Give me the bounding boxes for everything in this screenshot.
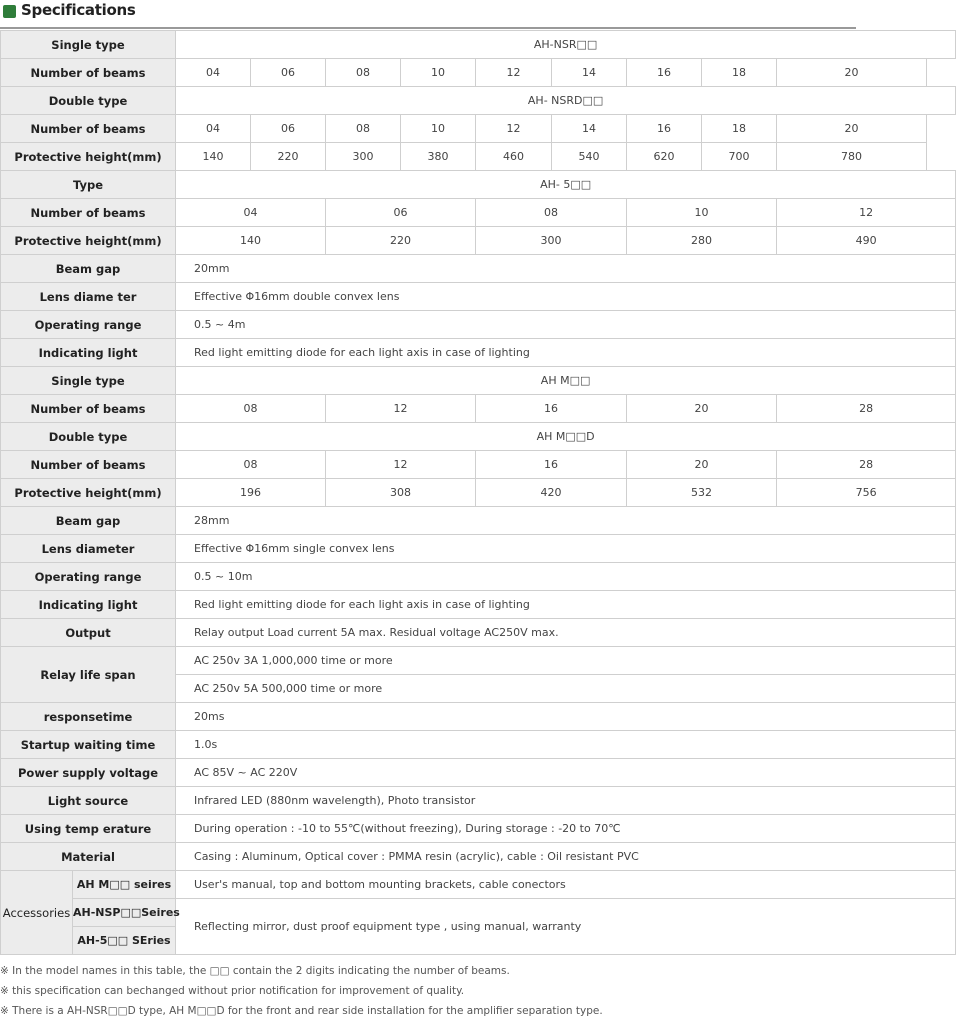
row-label: Lens diame ter (1, 283, 176, 311)
nsr-height-row (1, 143, 956, 171)
s5-range-row (1, 311, 956, 339)
s5-height-row (1, 227, 956, 255)
row-value: Effective Φ16mm double convex lens (176, 283, 956, 311)
m-double-beams-row (1, 451, 956, 479)
row-label: Using temp erature (1, 815, 176, 843)
sub-label: AH M□□ seires (73, 871, 176, 899)
output-row (1, 619, 956, 647)
row-value: AC 250v 3A 1,000,000 time or more (176, 647, 956, 675)
beam-cell: 28 (777, 451, 956, 479)
row-label: Single type (1, 31, 176, 59)
beam-cell: 16 (476, 451, 627, 479)
beam-cell: 16 (627, 115, 702, 143)
row-value: 28mm (176, 507, 956, 535)
beam-cell: 08 (476, 199, 627, 227)
row-label: Number of beams (1, 199, 176, 227)
accessories-row-2 (1, 899, 956, 927)
beam-cell: 10 (401, 115, 476, 143)
row-value: Infrared LED (880nm wavelength), Photo transistor (176, 787, 956, 815)
height-cell: 140 (176, 143, 251, 171)
m-double-row (1, 423, 956, 451)
beam-cell: 06 (251, 115, 326, 143)
beam-cell: 10 (401, 59, 476, 87)
row-value: 0.5 ~ 4m (176, 311, 956, 339)
row-label: Beam gap (1, 255, 176, 283)
sub-label: AH-5□□ SEries (73, 927, 176, 955)
height-cell: 490 (777, 227, 956, 255)
row-label: Indicating light (1, 339, 176, 367)
height-cell: 756 (777, 479, 956, 507)
height-cell: 280 (627, 227, 777, 255)
row-value: Relay output Load current 5A max. Residual voltage AC250V max. (176, 619, 956, 647)
footnotes (0, 961, 856, 1021)
row-label: Lens diameter (1, 535, 176, 563)
nsr-beams-row (1, 59, 956, 87)
row-label: Beam gap (1, 507, 176, 535)
beam-cell: 14 (552, 115, 627, 143)
beam-cell: 16 (476, 395, 627, 423)
beam-cell: 14 (552, 59, 627, 87)
footnote: ※ this specification can bechanged without prior notification for improvement of quality. (0, 985, 465, 997)
height-cell: 620 (627, 143, 702, 171)
s5-lens-row (1, 283, 956, 311)
row-label: Output (1, 619, 176, 647)
row-value: Red light emitting diode for each light axis in case of lighting (176, 339, 956, 367)
height-cell: 308 (326, 479, 476, 507)
height-cell: 220 (251, 143, 326, 171)
row-value: 1.0s (176, 731, 956, 759)
startup-row (1, 731, 956, 759)
m-single-beams-row (1, 395, 956, 423)
beam-cell: 18 (702, 59, 777, 87)
row-value: Red light emitting diode for each light axis in case of lighting (176, 591, 956, 619)
row-label: Double type (1, 87, 176, 115)
height-cell: 780 (777, 143, 927, 171)
row-label: Protective height(mm) (1, 143, 176, 171)
beam-cell: 10 (627, 199, 777, 227)
height-cell: 380 (401, 143, 476, 171)
row-value: 20mm (176, 255, 956, 283)
row-value: Casing : Aluminum, Optical cover : PMMA resin (acrylic), cable : Oil resistant PVC (176, 843, 956, 871)
s5-beams-row (1, 199, 956, 227)
beam-cell: 18 (702, 115, 777, 143)
row-label: Protective height(mm) (1, 227, 176, 255)
m-gap-row (1, 507, 956, 535)
row-label: Type (1, 171, 176, 199)
beam-cell: 08 (326, 59, 401, 87)
row-label: Number of beams (1, 451, 176, 479)
beam-cell: 20 (777, 59, 927, 87)
section-title: Specifications (21, 1, 136, 19)
footnote: ※ In the model names in this table, the □□ contain the 2 digits indicating the number of beams. (0, 965, 510, 977)
beam-cell: 12 (476, 115, 552, 143)
row-label: Accessories (1, 871, 73, 955)
row-label: Operating range (1, 311, 176, 339)
s5-type-row (1, 171, 956, 199)
row-label: Power supply voltage (1, 759, 176, 787)
accessories-row-1 (1, 871, 956, 899)
model-name: AH- 5□□ (176, 171, 956, 199)
section-bullet-icon (3, 5, 16, 18)
response-row (1, 703, 956, 731)
height-cell: 140 (176, 227, 326, 255)
row-value: 20ms (176, 703, 956, 731)
section-header (0, 0, 856, 28)
nsr-single-row (1, 31, 956, 59)
row-value: Effective Φ16mm single convex lens (176, 535, 956, 563)
row-label: Single type (1, 367, 176, 395)
row-label: Startup waiting time (1, 731, 176, 759)
power-row (1, 759, 956, 787)
height-cell: 700 (702, 143, 777, 171)
m-single-row (1, 367, 956, 395)
temp-row (1, 815, 956, 843)
m-height-row (1, 479, 956, 507)
row-label: Number of beams (1, 115, 176, 143)
row-label: Number of beams (1, 59, 176, 87)
m-lens-row (1, 535, 956, 563)
row-label: responsetime (1, 703, 176, 731)
row-label: Material (1, 843, 176, 871)
row-label: Double type (1, 423, 176, 451)
row-value: AC 250v 5A 500,000 time or more (176, 675, 956, 703)
s5-light-row (1, 339, 956, 367)
beam-cell: 06 (251, 59, 326, 87)
row-label: Operating range (1, 563, 176, 591)
row-label: Light source (1, 787, 176, 815)
model-name: AH M□□D (176, 423, 956, 451)
specifications-table (0, 30, 956, 955)
beam-cell: 08 (176, 451, 326, 479)
row-label: Number of beams (1, 395, 176, 423)
beam-cell: 20 (627, 395, 777, 423)
beam-cell: 16 (627, 59, 702, 87)
row-value: Reflecting mirror, dust proof equipment type , using manual, warranty (176, 899, 956, 955)
row-value: 0.5 ~ 10m (176, 563, 956, 591)
footnote: ※ There is a AH-NSR□□D type, AH M□□D for the front and rear side installation for the amplifier separation type. (0, 1005, 603, 1017)
height-cell: 196 (176, 479, 326, 507)
nsr-double-beams-row (1, 115, 956, 143)
source-row (1, 787, 956, 815)
nsr-double-row (1, 87, 956, 115)
header-divider (0, 27, 856, 29)
row-value: AC 85V ~ AC 220V (176, 759, 956, 787)
height-cell: 300 (476, 227, 627, 255)
height-cell: 220 (326, 227, 476, 255)
beam-cell: 28 (777, 395, 956, 423)
relay-row-1 (1, 647, 956, 675)
material-row (1, 843, 956, 871)
beam-cell: 20 (777, 115, 927, 143)
model-name: AH- NSRD□□ (176, 87, 956, 115)
beam-cell: 12 (476, 59, 552, 87)
height-cell: 532 (627, 479, 777, 507)
beam-cell: 04 (176, 59, 251, 87)
beam-cell: 04 (176, 115, 251, 143)
beam-cell: 06 (326, 199, 476, 227)
beam-cell: 12 (326, 451, 476, 479)
row-label: Indicating light (1, 591, 176, 619)
row-label: Protective height(mm) (1, 479, 176, 507)
row-value: During operation : -10 to 55℃(without freezing), During storage : -20 to 70℃ (176, 815, 956, 843)
row-label: Relay life span (1, 647, 176, 703)
s5-gap-row (1, 255, 956, 283)
m-range-row (1, 563, 956, 591)
beam-cell: 12 (777, 199, 956, 227)
row-value: User's manual, top and bottom mounting brackets, cable conectors (176, 871, 956, 899)
beam-cell: 08 (326, 115, 401, 143)
height-cell: 300 (326, 143, 401, 171)
beam-cell: 04 (176, 199, 326, 227)
sub-label: AH-NSP□□Seires (73, 899, 176, 927)
model-name: AH M□□ (176, 367, 956, 395)
beam-cell: 20 (627, 451, 777, 479)
beam-cell: 12 (326, 395, 476, 423)
model-name: AH-NSR□□ (176, 31, 956, 59)
height-cell: 460 (476, 143, 552, 171)
height-cell: 420 (476, 479, 627, 507)
beam-cell: 08 (176, 395, 326, 423)
m-light-row (1, 591, 956, 619)
height-cell: 540 (552, 143, 627, 171)
